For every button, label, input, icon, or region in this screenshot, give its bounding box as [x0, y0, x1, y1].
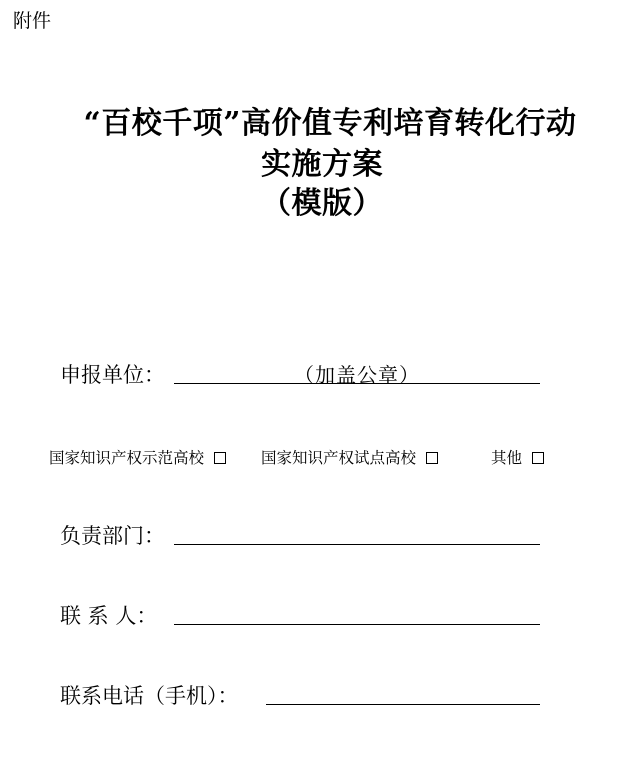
- title-line-1: “百校千项”高价值专利培育转化行动: [83, 106, 577, 141]
- option-other-label: 其他: [491, 449, 523, 467]
- title-line-2: 实施方案: [261, 147, 383, 182]
- contact-label: 联 系 人：: [60, 604, 158, 628]
- checkbox-other[interactable]: [532, 452, 544, 464]
- checkbox-demo-university[interactable]: [214, 452, 226, 464]
- title-line-3: （模版）: [261, 186, 383, 221]
- phone-field[interactable]: [266, 678, 540, 705]
- option-pilot-university[interactable]: [261, 446, 438, 468]
- department-label: 负责部门：: [60, 524, 165, 548]
- applicant-value: （加盖公章）: [294, 363, 420, 387]
- option-demo-university-label: 国家知识产权示范高校: [49, 449, 205, 467]
- contact-field[interactable]: [174, 598, 540, 625]
- department-field[interactable]: [174, 518, 540, 545]
- option-pilot-university-label: 国家知识产权试点高校: [261, 449, 417, 467]
- applicant-field[interactable]: [174, 357, 540, 387]
- attachment-label: 附件: [13, 10, 52, 32]
- option-other[interactable]: [491, 446, 544, 468]
- option-demo-university[interactable]: [49, 446, 226, 468]
- phone-label: 联系电话（手机）：: [60, 684, 239, 708]
- applicant-label: 申报单位：: [60, 363, 165, 387]
- checkbox-pilot-university[interactable]: [426, 452, 438, 464]
